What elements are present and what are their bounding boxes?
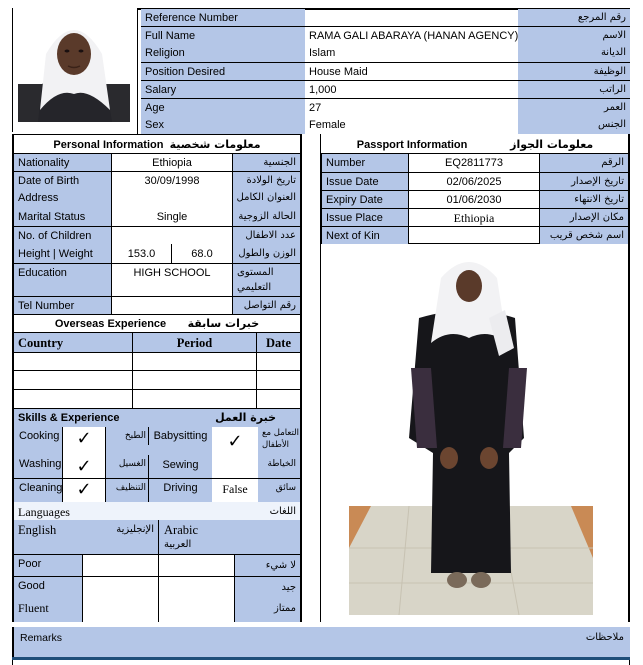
overseas-col-date: Date bbox=[256, 332, 300, 352]
value-religion: Islam bbox=[309, 47, 336, 59]
passport-title-ar: معلومات الجواز bbox=[510, 138, 594, 151]
label-ar-education-line2: التعليمي bbox=[237, 282, 272, 293]
label-ar-issue-place: مكان الإصدار bbox=[540, 208, 628, 226]
level-fluent-label-ar: ممتاز bbox=[234, 598, 300, 622]
label-ar-sex: الجنس bbox=[518, 116, 630, 134]
skill-cooking-check-icon: ✓ bbox=[76, 430, 92, 449]
skill-sewing-label-ar: الخياطة bbox=[267, 459, 296, 469]
label-ar-height-weight: الوزن والطول bbox=[233, 244, 300, 263]
label-next-of-kin: Next of Kin bbox=[322, 226, 408, 244]
label-ar-address: العنوان الكامل bbox=[233, 189, 300, 207]
skill-cleaning-label: Cleaning bbox=[19, 482, 62, 494]
overseas-row-1-period bbox=[132, 352, 256, 370]
value-weight: 68.0 bbox=[171, 244, 233, 263]
level-good-fluent-english[interactable] bbox=[82, 576, 158, 622]
language-arabic-label: Arabic bbox=[164, 523, 199, 537]
value-address bbox=[111, 189, 233, 207]
label-marital-status: Marital Status bbox=[14, 207, 111, 226]
label-ar-age: العمر bbox=[518, 98, 630, 116]
label-nationality: Nationality bbox=[14, 153, 111, 171]
language-english-label-ar: الإنجليزية bbox=[116, 524, 154, 535]
skill-washing-check-icon: ✓ bbox=[76, 458, 92, 477]
value-issue-date: 02/06/2025 bbox=[408, 172, 540, 190]
skill-cleaning-label-ar: التنظيف bbox=[115, 483, 146, 493]
passport-title-en: Passport Information bbox=[356, 139, 468, 151]
level-poor-label: Poor bbox=[14, 554, 82, 576]
label-expiry-date: Expiry Date bbox=[322, 190, 408, 208]
label-issue-date: Issue Date bbox=[322, 172, 408, 190]
overseas-row-3-country bbox=[14, 389, 132, 408]
language-header-divider bbox=[158, 520, 159, 554]
label-age: Age bbox=[141, 98, 305, 116]
label-ar-reference-number: رقم المرجع bbox=[518, 9, 630, 26]
value-salary: 1,000 bbox=[305, 80, 518, 98]
skill-sewing-label: Sewing bbox=[148, 455, 212, 478]
label-ar-children: عدد الاطفال bbox=[233, 226, 300, 244]
skill-cleaning-check-icon: ✓ bbox=[76, 481, 92, 500]
level-good-label-ar: جيد bbox=[234, 576, 300, 598]
level-fluent-label: Fluent bbox=[14, 598, 82, 622]
portrait-photo bbox=[18, 14, 130, 122]
overseas-row-2-country bbox=[14, 370, 132, 389]
label-ar-tel: رقم التواصل bbox=[233, 296, 300, 314]
value-position: House Maid bbox=[305, 62, 518, 80]
label-children: No. of Children bbox=[14, 226, 111, 244]
overseas-row-1-country bbox=[14, 352, 132, 370]
languages-title-en: Languages bbox=[18, 505, 70, 519]
skills-title-en: Skills & Experience bbox=[18, 412, 120, 424]
remarks-label: Remarks bbox=[20, 632, 63, 644]
label-ar-education-line1: المستوى bbox=[237, 267, 274, 278]
label-passport-number: Number bbox=[322, 154, 408, 172]
value-nationality: Ethiopia bbox=[111, 153, 233, 171]
overseas-row-3-date bbox=[256, 389, 300, 408]
value-date-of-birth: 30/09/1998 bbox=[111, 171, 233, 189]
label-address: Address bbox=[14, 189, 111, 207]
label-issue-place: Issue Place bbox=[322, 208, 408, 226]
skill-driving-value: False bbox=[222, 482, 248, 496]
overseas-col-period: Period bbox=[132, 332, 256, 352]
label-ar-next-of-kin: اسم شخص قريب bbox=[540, 226, 628, 244]
value-sex: Female bbox=[309, 119, 346, 131]
level-poor-arabic[interactable] bbox=[158, 554, 234, 576]
footer-frame bbox=[12, 660, 630, 665]
value-height: 153.0 bbox=[111, 244, 171, 263]
skill-driving-label: Driving bbox=[148, 479, 212, 502]
label-ar-marital-status: الحالة الزوجية bbox=[233, 207, 300, 226]
overseas-col-country: Country bbox=[14, 332, 132, 352]
value-children bbox=[111, 226, 233, 244]
label-salary: Salary bbox=[141, 80, 305, 98]
skill-driving-label-ar: سائق bbox=[275, 483, 296, 493]
passport-title bbox=[322, 136, 628, 153]
remarks-label-ar: ملاحظات bbox=[585, 632, 624, 643]
label-education: Education bbox=[14, 263, 111, 296]
level-poor-label-ar: لا شيء bbox=[234, 554, 300, 576]
label-full-name: Full Name bbox=[141, 26, 305, 44]
overseas-row-2-period bbox=[132, 370, 256, 389]
label-tel: Tel Number bbox=[14, 296, 111, 314]
portrait-image-icon bbox=[18, 14, 130, 122]
skill-sewing-value bbox=[212, 455, 258, 477]
label-ar-date-of-birth: تاريخ الولادة bbox=[233, 171, 300, 189]
value-age: 27 bbox=[305, 98, 518, 116]
skill-babysitting-label-ar: التعامل مع الأطفال bbox=[262, 428, 299, 450]
level-poor-english[interactable] bbox=[82, 554, 158, 576]
label-ar-issue-date: تاريخ الإصدار bbox=[540, 172, 628, 190]
overseas-row-2-date bbox=[256, 370, 300, 389]
label-ar-religion: الديانة bbox=[518, 44, 630, 62]
personal-info-title-en: Personal Information bbox=[53, 139, 164, 151]
label-position: Position Desired bbox=[141, 62, 305, 80]
overseas-title bbox=[14, 314, 300, 332]
skill-babysitting-label: Babysitting bbox=[148, 427, 212, 445]
language-english-label: English bbox=[18, 523, 57, 537]
skill-cooking-label-ar: الطبخ bbox=[124, 431, 146, 441]
personal-info-title bbox=[14, 136, 300, 153]
language-arabic-label-ar: العربية bbox=[164, 539, 192, 550]
value-tel bbox=[111, 296, 233, 314]
value-full-name: RAMA GALI ABARAYA (HANAN AGENCY) bbox=[305, 26, 518, 44]
skill-babysitting-check-icon: ✓ bbox=[227, 433, 243, 452]
level-good-fluent-arabic[interactable] bbox=[158, 576, 234, 622]
label-reference-number: Reference Number bbox=[141, 9, 305, 26]
value-issue-place: Ethiopia bbox=[408, 208, 540, 226]
value-expiry-date: 01/06/2030 bbox=[408, 190, 540, 208]
label-ar-full-name: الاسم bbox=[518, 26, 630, 44]
personal-info-title-ar: معلومات شخصية bbox=[169, 138, 261, 151]
full-body-photo bbox=[349, 248, 593, 615]
label-religion: Religion bbox=[141, 44, 305, 62]
label-height-weight: Height | Weight bbox=[14, 244, 111, 263]
value-marital-status: Single bbox=[111, 207, 233, 226]
label-sex: Sex bbox=[141, 116, 305, 134]
value-education: HIGH SCHOOL bbox=[111, 263, 233, 296]
overseas-title-ar: خبرات سابقة bbox=[187, 317, 260, 330]
label-ar-salary: الراتب bbox=[518, 80, 630, 98]
label-date-of-birth: Date of Birth bbox=[14, 171, 111, 189]
overseas-row-1-date bbox=[256, 352, 300, 370]
full-body-image-icon bbox=[349, 248, 593, 615]
remarks-value[interactable] bbox=[14, 645, 628, 657]
label-ar-passport-number: الرقم bbox=[540, 154, 628, 172]
skill-washing-label-ar: الغسيل bbox=[118, 459, 146, 469]
label-ar-education bbox=[233, 263, 300, 296]
languages-title-ar: اللغات bbox=[269, 506, 296, 517]
level-good-label: Good bbox=[14, 576, 82, 598]
skill-washing-label: Washing bbox=[19, 458, 62, 470]
top-left-frame bbox=[12, 8, 13, 132]
skills-title-ar: خبرة العمل bbox=[215, 411, 276, 424]
label-ar-expiry-date: تاريخ الانتهاء bbox=[540, 190, 628, 208]
label-ar-position: الوظيفة bbox=[518, 62, 630, 80]
overseas-title-en: Overseas Experience bbox=[54, 318, 167, 330]
value-reference-number bbox=[305, 9, 518, 26]
value-passport-number: EQ2811773 bbox=[408, 154, 540, 172]
overseas-row-3-period bbox=[132, 389, 256, 408]
label-ar-nationality: الجنسية bbox=[233, 153, 300, 171]
value-next-of-kin bbox=[408, 226, 540, 244]
skill-cooking-label: Cooking bbox=[19, 430, 60, 442]
